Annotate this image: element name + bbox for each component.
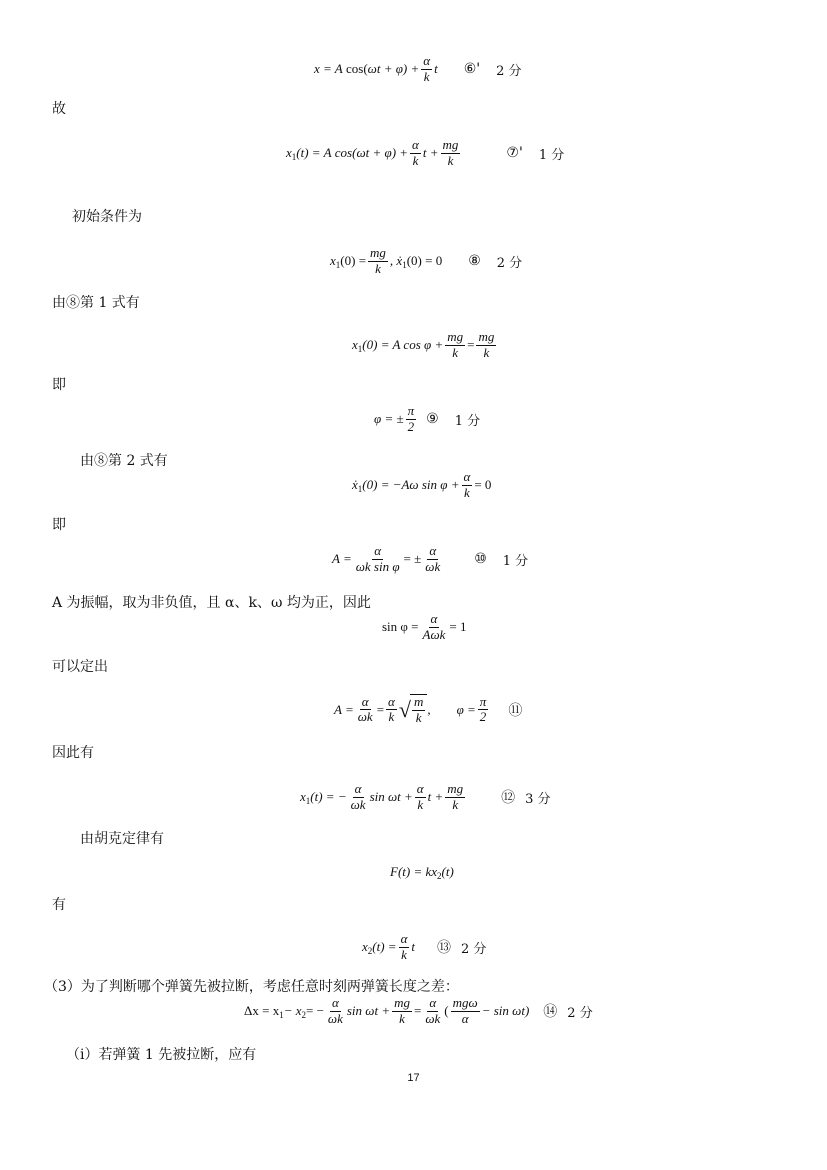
eq14-d2: k [399,1010,405,1026]
eqF-a: F(t) = kx [390,864,438,879]
eq10-d1: ωk sin φ [355,558,400,574]
eq10-n2: α [429,543,437,558]
eq8b-c: = [467,337,475,353]
eq14-s1: 1 [279,1010,284,1021]
eq14-f: ( [444,1003,449,1019]
eq8-b: (0) = [340,253,367,269]
equation-11 [334,694,522,726]
text-init: 初始条件为 [72,209,142,225]
equation-8b [352,330,498,361]
eq7-sub: 1 [291,152,297,163]
text-you: 有 [52,897,66,913]
eq8-num: mg [370,245,386,260]
eq13-b: (t) = [372,939,397,955]
eq6-den: k [423,68,430,84]
text-ji-2: 即 [52,517,66,533]
eq10-b: = ± [403,551,422,567]
eq12-d1: ωk [350,796,366,812]
eq8c-den: k [464,484,470,500]
eq10-a: A = [332,551,352,567]
eq14-g: − sin ωt) [481,1003,530,1019]
sqrt-icon: √ [398,696,411,722]
eq7-frac2 [441,138,461,169]
eq11-tag: ⑪ [508,702,523,719]
eq6-tag: ⑥' [463,61,481,78]
eq6-num: α [423,53,431,68]
eq8b-x: x [352,337,358,353]
eq11-frac3 [478,695,489,726]
eq8c-xdot: ẋ [352,477,358,493]
equation-sin [382,612,467,643]
eq14-s2: 2 [301,1010,306,1021]
eq13-x: x [362,939,368,955]
eq7-score: 1 分 [538,147,565,163]
equation-8c [352,470,491,501]
eq7-f2-num: mg [442,137,459,152]
eq6-tail: t [434,61,438,77]
eq8-score: 2 分 [496,255,523,271]
eq8-den: k [375,260,381,276]
eq8c-num: α [463,469,471,484]
eq11-frac1 [356,695,375,726]
eqsin-b: = 1 [449,619,467,635]
eq11-frac2 [386,695,397,726]
eq13-tag: ⑬ [437,940,452,957]
eq11-d: φ = [456,701,476,717]
eq8b-frac2 [476,330,496,361]
page-number: 17 [407,1072,420,1084]
eq14-d4: α [461,1010,469,1026]
eq9-frac [406,404,417,435]
eq14-frac1 [326,996,345,1027]
eq14-frac4 [451,996,480,1027]
eqsin-den: Aωk [422,626,446,642]
eq7-mid2: t + [422,145,439,161]
equation-10 [332,544,528,575]
eq9-tag: ⑨ [426,411,439,428]
eq13-c: t [411,939,416,955]
eq8-sub2: 1 [402,260,407,271]
eq14-d3: ωk [425,1010,441,1026]
eq14-a: Δx = x [244,1003,280,1019]
eq12-sub: 1 [305,796,311,807]
eq9-score: 1 分 [454,413,481,429]
eq12-frac3 [445,782,465,813]
equation-12 [300,782,551,813]
eq8c-frac [462,470,473,501]
eq14-d: sin ωt + [346,1003,391,1019]
eq13-frac [399,932,410,963]
eq11-sq-num: m [413,694,424,709]
eq11-sqrt [399,694,427,726]
eq9-a: φ = ± [374,411,404,427]
eqsin-frac [421,612,448,643]
eq14-score: 2 分 [567,1005,593,1021]
text-case-1: （i）若弹簧 1 先被拉断，应有 [66,1047,257,1063]
eq8b-b: (0) = A cos φ + [362,337,444,353]
eq10-frac1 [354,544,402,575]
eq10-score: 1 分 [502,553,529,569]
eq13-score: 2 分 [461,941,487,957]
eq12-tag: ⑫ [501,790,516,807]
text-from8-1: 由⑧第 1 式有 [52,295,140,311]
eq10-n1: α [374,543,382,558]
eq8b-n2: mg [478,329,495,344]
equation-6 [314,54,522,85]
eq13-num: α [400,931,408,946]
eq8-d: (0) = 0 [406,253,443,269]
text-thus: 因此有 [52,745,94,761]
eqsin-num: α [430,611,438,626]
eq6-cos: cos( [346,61,368,77]
eq12-n2: α [416,781,424,796]
equation-hooke [390,864,454,880]
eq9-num: π [407,403,415,418]
eq12-n3: mg [447,781,464,796]
eqF-sub: 2 [437,871,442,881]
eq13-sub: 2 [367,946,373,957]
text-gu: 故 [52,101,66,117]
eq8b-d2: k [483,344,490,360]
equation-14 [244,996,593,1027]
eq8c-b: (0) = −Aω sin φ + [362,477,460,493]
eq7-mid: cos(ωt + φ) + [334,145,409,161]
eq9-den: 2 [407,418,415,434]
eq12-frac2 [415,782,426,813]
eq12-b: (t) = − [310,789,347,805]
eq14-d1: ωk [327,1010,343,1026]
eq7-x: x [286,145,292,161]
eq14-b: − x [283,1003,302,1019]
text-ji-1: 即 [52,377,66,393]
eq10-tag: ⑩ [474,551,487,568]
eq14-n3: α [429,995,437,1010]
eqF-b: (t) [441,864,454,879]
eq14-frac2 [392,996,412,1027]
eq7-f1-num: α [412,137,419,152]
eq11-d3: 2 [479,709,487,725]
eq8c-c: = 0 [474,477,492,493]
eq12-d: t + [427,789,444,805]
eq8b-d1: k [452,344,459,360]
eq11-n2: α [388,693,395,709]
eq8-tag: ⑧ [468,253,481,270]
eq14-n2: mg [394,995,410,1010]
text-question-3: （3）为了判断哪个弹簧先被拉断，考虑任意时刻两弹簧长度之差： [44,979,459,995]
eqsin-a: sin φ = [382,619,419,635]
eq8-sub: 1 [335,260,341,271]
text-determine: 可以定出 [52,659,108,675]
eq7-frac1 [410,138,421,169]
eq7-f2-den: k [447,152,454,168]
text-from8-2: 由⑧第 2 式有 [80,453,168,469]
equation-9 [374,404,480,435]
eq14-frac3 [423,996,442,1027]
eq11-frac-sq [412,695,425,726]
eq11-d1: ωk [357,709,373,725]
eq14-tag: ⑭ [543,1004,558,1021]
eq7-f1-den: k [412,152,419,168]
eq10-frac2 [423,544,442,575]
eq11-radicand [410,694,427,726]
eq13-den: k [401,946,407,962]
eq11-n1: α [361,693,369,709]
eq14-n1: α [331,995,339,1010]
eq6-lhs: x = A [314,61,343,77]
eq14-c: = − [306,1003,324,1019]
eq12-n1: α [354,781,362,796]
eq12-d2: k [417,796,424,812]
equation-7 [286,138,564,169]
eq8-x: x [330,253,336,269]
eq12-x: x [300,789,306,805]
eq12-score: 3 分 [525,791,551,807]
eq11-c: , [427,701,431,717]
eq11-sq-den: k [415,709,422,725]
eq6-fraction [421,54,432,85]
eq8b-n1: mg [447,329,464,344]
eq11-b: = [376,701,385,717]
eq11-a: A = [334,701,354,717]
equation-8 [330,246,522,277]
eq11-d2: k [388,709,395,725]
eq10-d2: ωk [425,558,441,574]
eq14-e: = [414,1003,422,1019]
eq7-lhs: (t) = A [296,145,332,161]
equation-13 [362,932,486,963]
eq8c-sub: 1 [357,484,363,495]
eq12-frac1 [349,782,368,813]
eq11-n3: π [479,693,487,709]
eq12-d3: k [452,796,459,812]
eq12-c: sin ωt + [369,789,413,805]
text-hooke: 由胡克定律有 [80,831,164,847]
eq6-arg: ωt + φ) + [367,61,420,77]
text-amplitude: A 为振幅，取为非负值，且 α、k、ω 均为正，因此 [52,595,371,611]
eq6-score: 2 分 [496,63,522,79]
eq8-c: , ẋ [389,253,403,269]
eq8-frac [368,246,388,277]
eq7-tag: ⑦' [506,145,523,162]
eq14-n4: mgω [452,995,478,1010]
eq8b-frac1 [445,330,465,361]
eq8b-sub: 1 [357,344,363,355]
